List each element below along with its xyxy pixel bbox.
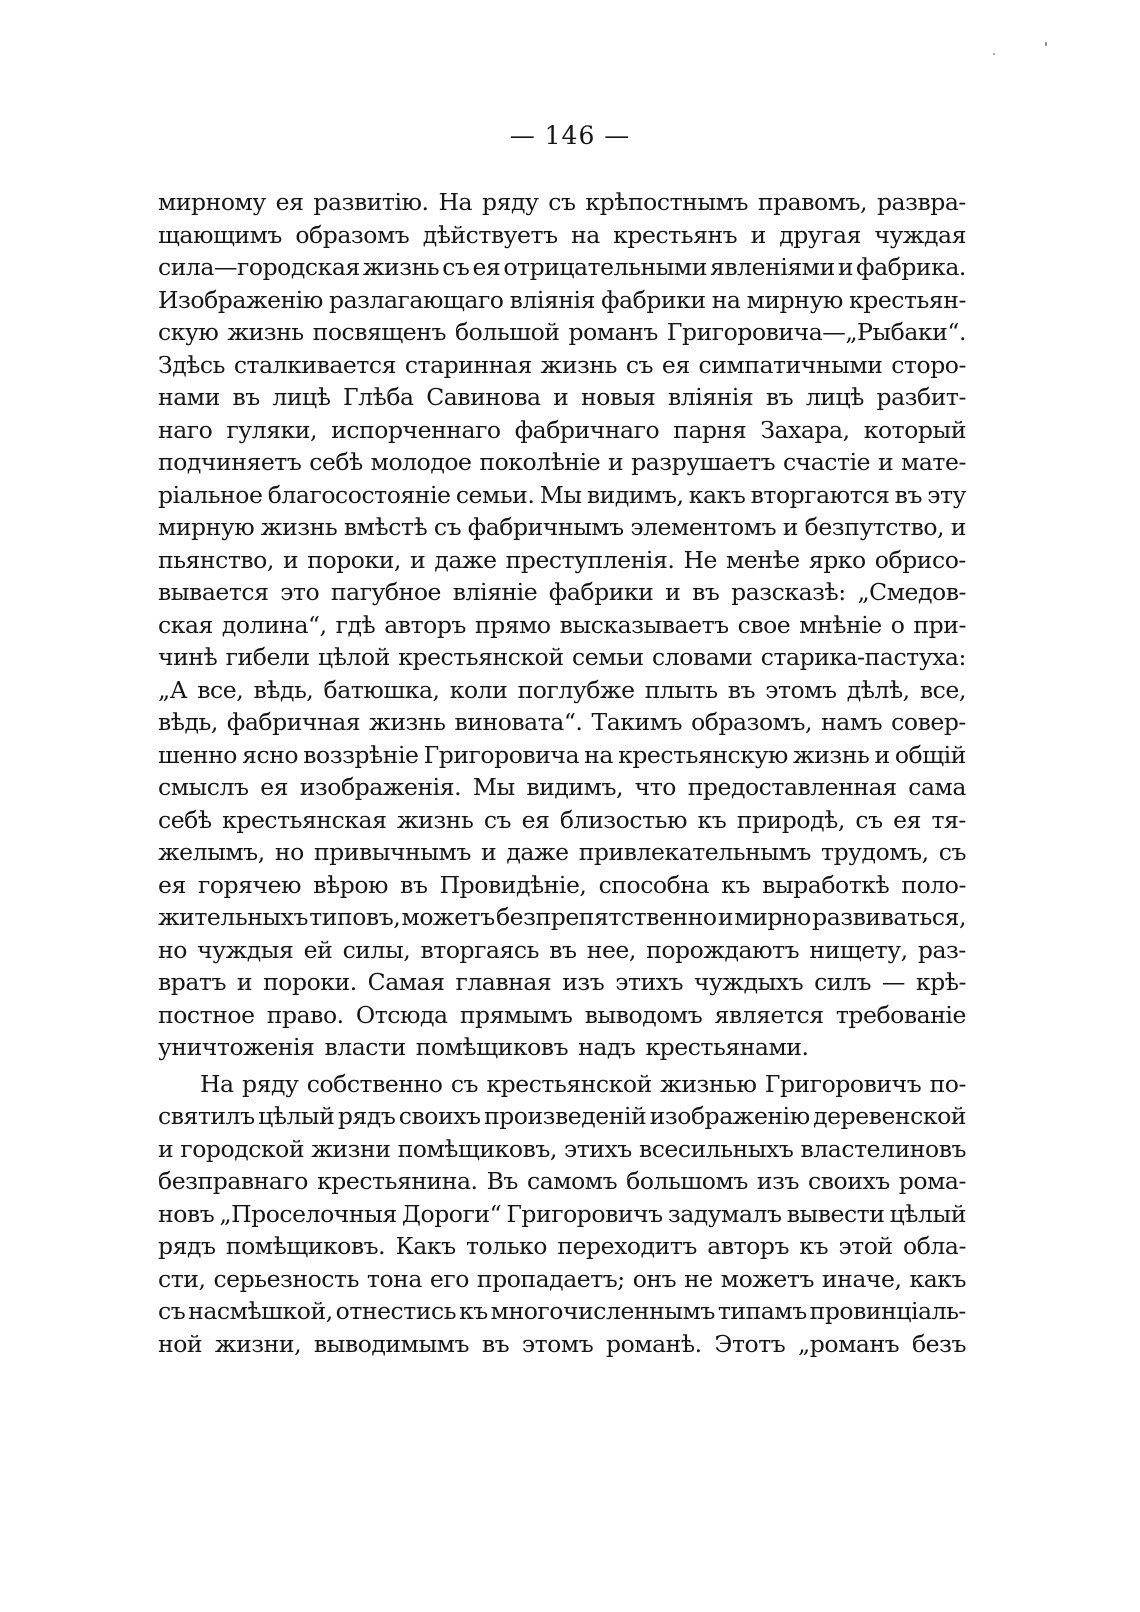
text-line: ея горячею вѣрою въ Провидѣніе, способна къ выработкѣ поло- [158,870,966,899]
text-line: уничтоженія власти помѣщиковъ надъ крестьянами. [158,1033,809,1061]
text-line: жительныхъ типовъ, можетъ безпрепятственно и мирно развиваться, [158,903,966,931]
text-line: но чуждыя ей силы, вторгаясь въ нее, порождаютъ нищету, раз- [158,935,966,964]
text-line: рядъ помѣщиковъ. Какъ только переходитъ авторъ къ этой обла- [158,1232,966,1260]
text-line: новъ „Проселочныя Дороги“ Григоровичъ задумалъ вывести цѣлый [158,1199,966,1228]
text-line: ская долина“, гдѣ авторъ прямо высказываетъ свое мнѣніе о при- [158,610,966,639]
text-line: скую жизнь посвященъ большой романъ Григоровича—„Рыбаки“. [158,318,966,346]
scan-speck [993,53,995,55]
text-line: наго гуляки, испорченнаго фабричнаго парня Захара, который [158,415,966,444]
text-line: чинѣ гибели цѣлой крестьянской семьи словами старика-пастуха: [158,643,966,671]
body-text [158,186,966,1360]
paragraph-2 [158,1068,966,1361]
text-line: пьянство, и пороки, и даже преступленія. Не менѣе ярко обрисо- [158,545,966,574]
text-line: щающимъ образомъ дѣйствуетъ на крестьянъ и другая чуждая [158,220,966,249]
text-line: святилъ цѣлый рядъ своихъ произведеній изображенію деревенской [158,1102,966,1130]
text-line: ріальное благосостояніе семьи. Мы видимъ, какъ вторгаются въ эту [158,480,966,509]
text-line: нами въ лицѣ Глѣба Савинова и новыя вліянія въ лицѣ разбит- [158,383,966,411]
text-line: Здѣсь сталкивается старинная жизнь съ ея симпатичными сторо- [158,350,966,379]
text-line: желымъ, но привычнымъ и даже привлекательнымъ трудомъ, съ [158,838,966,866]
text-line: вывается это пагубное вліяніе фабрики и въ разсказѣ: „Смедов- [158,578,966,606]
text-line: и городской жизни помѣщиковъ, этихъ всесильныхъ властелиновъ [158,1134,966,1163]
text-line: ной жизни, выводимымъ въ этомъ романѣ. Этотъ „романъ безъ [158,1329,966,1358]
text-line: „А все, вѣдь, батюшка, коли поглубже плыть въ этомъ дѣлѣ, все, [158,675,966,704]
text-line: сти, серьезность тона его пропадаетъ; онъ не можетъ иначе, какъ [158,1264,966,1293]
text-line: мирную жизнь вмѣстѣ съ фабричнымъ элементомъ и безпутство, и [158,513,966,541]
text-line: сила—городская жизнь съ ея отрицательными явленіями и фабрика. [158,253,966,281]
text-line: смыслъ ея изображенія. Мы видимъ, что предоставленная сама [158,773,966,801]
text-line: вратъ и пороки. Самая главная изъ этихъ чуждыхъ силъ — крѣ- [158,968,966,996]
text-line: мирному ея развитію. На ряду съ крѣпостнымъ правомъ, развра- [158,188,966,216]
text-line: На ряду собственно съ крестьянской жизнью Григоровичъ по- [200,1069,966,1098]
text-line: подчиняетъ себѣ молодое поколѣніе и разрушаетъ счастіе и мате- [158,448,966,476]
text-line: постное право. Отсюда прямымъ выводомъ является требованіе [158,1000,966,1029]
page-number: — 146 — [509,121,631,150]
text-line: Изображенію разлагающаго вліянія фабрики на мирную крестьян- [158,285,966,314]
text-line: съ насмѣшкой, отнестись къ многочисленнымъ типамъ провинціаль- [158,1297,966,1325]
text-line: вѣдь, фабричная жизнь виновата“. Такимъ образомъ, намъ совер- [158,708,966,736]
text-line: безправнаго крестьянина. Въ самомъ большомъ изъ своихъ рома- [158,1167,966,1195]
text-line: шенно ясно воззрѣніе Григоровича на крестьянскую жизнь и общій [158,740,966,769]
text-line: себѣ крестьянская жизнь съ ея близостью къ природѣ, съ ея тя- [158,805,966,834]
paragraph-1 [158,186,966,1064]
scan-speck [1045,42,1047,46]
